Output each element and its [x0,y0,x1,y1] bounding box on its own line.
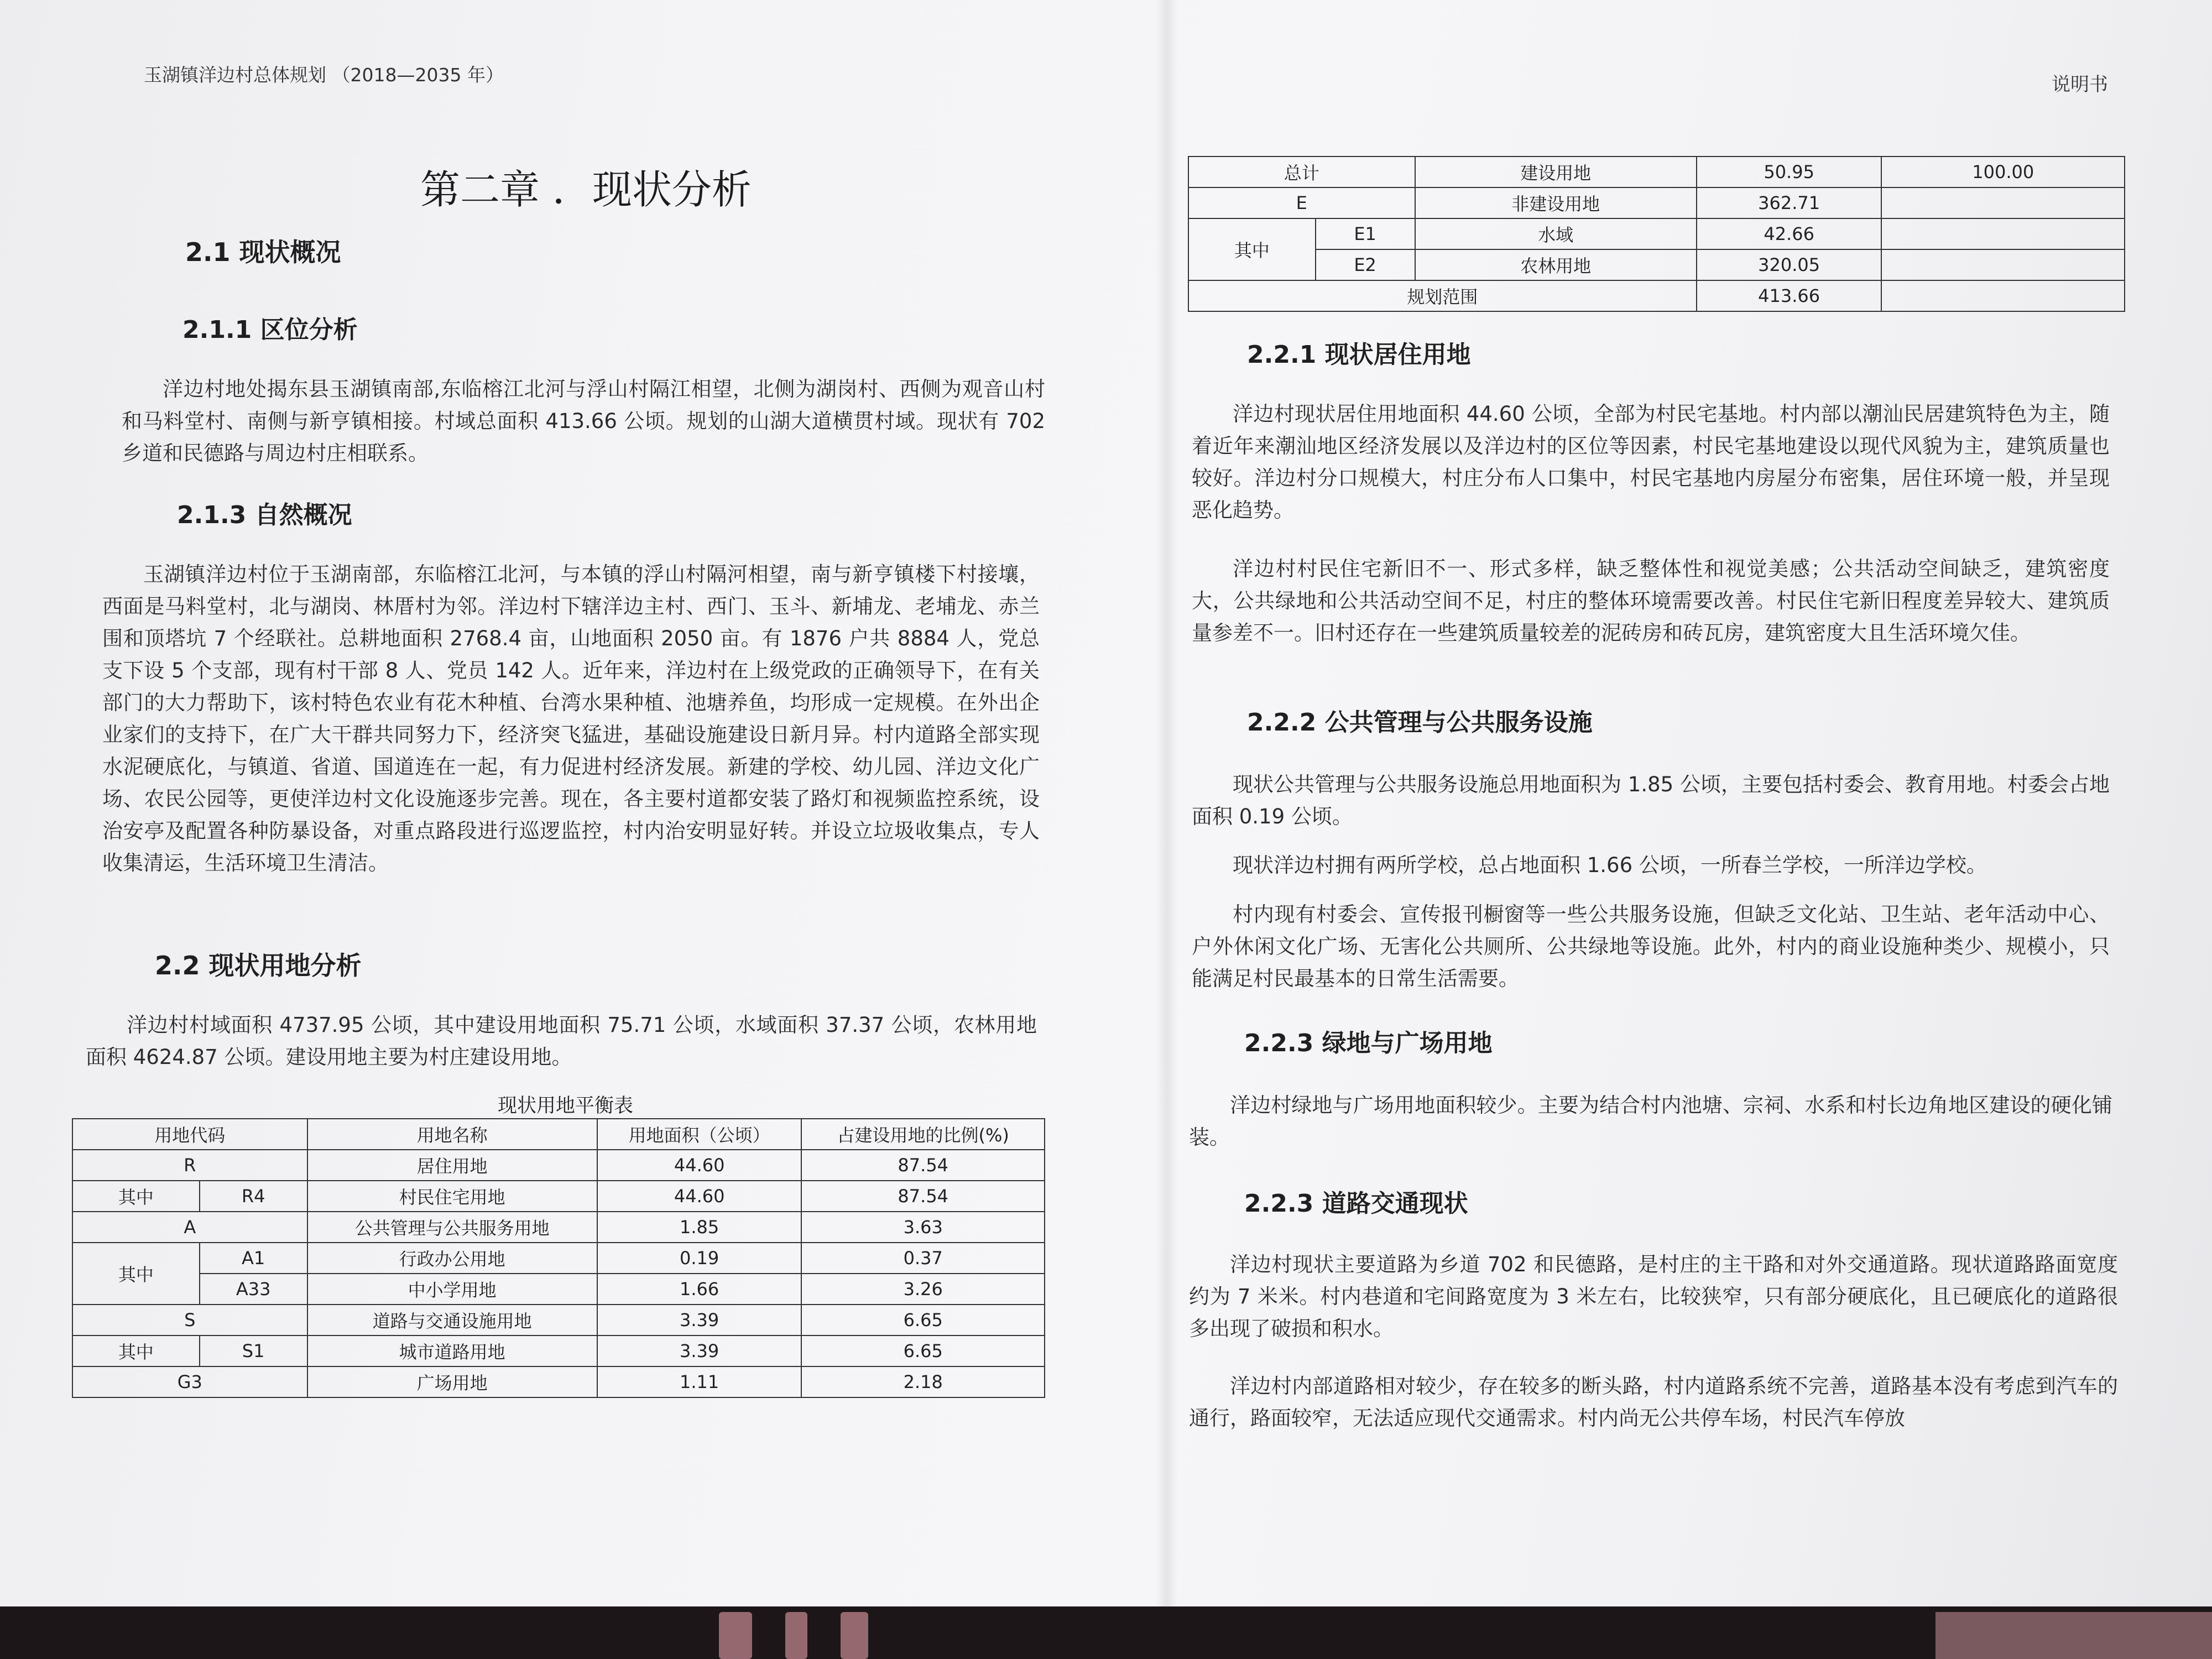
table-cell: 413.66 [1697,280,1882,311]
table-row [1188,156,2125,187]
table-cell: 87.54 [801,1150,1045,1181]
table-cell: 广场用地 [307,1366,597,1397]
table-caption: 现状用地平衡表 [498,1095,634,1117]
paragraph-road-1: 洋边村现状主要道路为乡道 702 和民德路，是村庄的主干路和对外交通道路。现状道路路面宽度约为 7 米米。村内巷道和宅间路宽度为 3 米左右，比较狭窄，只有部分硬底化，且已硬底化的道路很多出现了破损和积水。 [1189,1253,2118,1340]
paragraph-public-1: 现状公共管理与公共服务设施总用地面积为 1.85 公顷，主要包括村委会、教育用地。村委会占地面积 0.19 公顷。 [1192,773,2110,828]
table-cell: 44.60 [597,1181,802,1212]
page-fold [1156,0,1178,1615]
table-row [1188,218,2125,249]
background-pattern [719,1612,752,1659]
table-cell: 87.54 [801,1181,1045,1212]
running-header-title: 玉湖镇洋边村总体规划 （2018—2035 年） [144,64,504,86]
paragraph-land-use: 洋边村村域面积 4737.95 公顷，其中建设用地面积 75.71 公顷，水域面积 37.37 公顷，农林用地面积 4624.87 公顷。建设用地主要为村庄建设用地。 [86,1013,1037,1069]
section-heading-2-2: 2.2 现状用地分析 [155,951,362,980]
table-row [1188,280,2125,311]
section-heading-2-1-1: 2.1.1 区位分析 [182,316,358,344]
paragraph-residential-2: 洋边村村民住宅新旧不一、形式多样，缺乏整体性和视觉美感；公共活动空间缺乏，建筑密度大，公共绿地和公共活动空间不足，村庄的整体环境需要改善。村民住宅新旧程度差异较大、建筑质量参差不一。旧村还存在一些建筑质量较差的泥砖房和砖瓦房，建筑密度大且生活环境欠佳。 [1192,557,2110,645]
table-cell: 非建设用地 [1415,187,1697,218]
table-cell: 居住用地 [307,1150,597,1181]
table-header-cell: 占建设用地的比例(%) [801,1119,1045,1150]
running-header-doctype: 说明书 [2052,74,2108,96]
paragraph-natural: 玉湖镇洋边村位于玉湖南部，东临榕江北河，与本镇的浮山村隔河相望，南与新亨镇楼下村接壤，西面是马料堂村，北与湖岗、林厝村为邻。洋边村下辖洋边主村、西门、玉斗、新埔龙、老埔龙、赤兰围和顶塔坑 7 个经联社。总耕地面积 2768.4 亩，山地面积 2050 亩。有 1876 户共 8884 人，党总支下设 5 个支部，现有村干部 8 人、党员 142 人。近年来，洋边村在上级党政的正确领导下，在有关部门的大力帮助下，该村特色农业有花木种植、台湾水果种植、池塘养鱼，均形成一定规模。在外出企业家们的支持下，在广大干群共同努力下，经济突飞猛进，基础设施建设日新月异。村内道路全部实现水泥硬底化，与镇道、省道、国道连在一起，有力促进村经济发展。新建的学校、幼儿园、洋边文化广场、农民公园等，更使洋边村文化设施逐步完善。现在，各主要村道都安装了路灯和视频监控系统，设治安亭及配置各种防暴设备，对重点路段进行巡逻监控，村内治安明显好转。并设立垃圾收集点，专人收集清运，生活环境卫生清洁。 [102,562,1040,875]
table-cell: 农林用地 [1415,249,1697,280]
table-cell: 44.60 [597,1150,802,1181]
background-surface [0,1606,2212,1659]
table-cell: E [1188,187,1415,218]
background-pattern [785,1612,807,1659]
table-row [72,1181,1045,1212]
table-cell: 6.65 [801,1335,1045,1366]
table-cell: E1 [1316,218,1415,249]
table-cell: 村民住宅用地 [307,1181,597,1212]
table-cell: A33 [200,1274,307,1305]
paragraph-residential-1: 洋边村现状居住用地面积 44.60 公顷，全部为村民宅基地。村内部以潮汕民居建筑特色为主，随着近年来潮汕地区经济发展以及洋边村的区位等因素，村民宅基地建设以现代风貌为主，建筑质量也较好。洋边村分口规模大，村庄分布人口集中，村民宅基地内房屋分布密集，居住环境一般，并呈现恶化趋势。 [1192,402,2110,522]
table-cell: 水域 [1415,218,1697,249]
table-row [72,1150,1045,1181]
section-heading-2-1-3: 2.1.3 自然概况 [177,501,352,529]
table-cell: A1 [200,1243,307,1274]
table-cell [1881,218,2125,249]
table-cell [1881,249,2125,280]
table-cell: G3 [72,1366,307,1397]
table-cell: 50.95 [1697,156,1882,187]
table-cell: 6.65 [801,1305,1045,1335]
table-cell: R [72,1150,307,1181]
table-cell: 中小学用地 [307,1274,597,1305]
table-row [72,1305,1045,1335]
table-row [72,1212,1045,1243]
table-cell: 其中 [72,1335,200,1366]
table-cell: 1.11 [597,1366,802,1397]
table-cell: 0.19 [597,1243,802,1274]
land-balance-table [72,1118,1045,1398]
table-row [72,1243,1045,1274]
table-header-cell: 用地面积（公顷） [597,1119,802,1150]
table-cell: 320.05 [1697,249,1882,280]
table-cell: R4 [200,1181,307,1212]
table-cell: E2 [1316,249,1415,280]
table-cell [1881,187,2125,218]
table-row [1188,249,2125,280]
table-header-cell: 用地代码 [72,1119,307,1150]
background-pattern [1936,1612,2212,1659]
background-pattern [841,1612,868,1659]
table-cell: 其中 [72,1243,200,1305]
section-heading-2-2-3-green: 2.2.3 绿地与广场用地 [1244,1029,1493,1057]
table-header-cell: 用地名称 [307,1119,597,1150]
table-row [72,1274,1045,1305]
table-cell: 3.26 [801,1274,1045,1305]
table-cell: 1.85 [597,1212,802,1243]
table-cell: 2.18 [801,1366,1045,1397]
table-cell: 1.66 [597,1274,802,1305]
table-cell: 42.66 [1697,218,1882,249]
section-heading-2-2-1: 2.2.1 现状居住用地 [1247,341,1471,369]
table-cell: 规划范围 [1188,280,1697,311]
paragraph-location: 洋边村地处揭东县玉湖镇南部,东临榕江北河与浮山村隔江相望，北侧为湖岗村、西侧为观音山村和马料堂村、南侧与新亨镇相接。村域总面积 413.66 公顷。规划的山湖大道横贯村域。现状有 702 乡道和民德路与周边村庄相联系。 [122,377,1045,465]
table-cell: S1 [200,1335,307,1366]
table-cell: 道路与交通设施用地 [307,1305,597,1335]
paragraph-public-3: 村内现有村委会、宣传报刊橱窗等一些公共服务设施，但缺乏文化站、卫生站、老年活动中心、户外休闲文化广场、无害化公共厕所、公共绿地等设施。此外，村内的商业设施种类少、规模小，只能满足村民最基本的日常生活需要。 [1192,902,2110,990]
paragraph-public-2: 现状洋边村拥有两所学校，总占地面积 1.66 公顷，一所春兰学校，一所洋边学校。 [1233,853,1987,877]
table-header-row [72,1119,1045,1150]
table-cell: 建设用地 [1415,156,1697,187]
table-cell: 100.00 [1881,156,2125,187]
table-cell: 3.39 [597,1335,802,1366]
table-row [72,1366,1045,1397]
paragraph-green: 洋边村绿地与广场用地面积较少。主要为结合村内池塘、宗祠、水系和村长边角地区建设的硬化铺装。 [1189,1093,2112,1149]
section-heading-2-2-2: 2.2.2 公共管理与公共服务设施 [1247,708,1593,737]
section-heading-2-2-3-road: 2.2.3 道路交通现状 [1244,1190,1468,1218]
section-heading-2-1: 2.1 现状概况 [185,237,341,267]
table-cell: S [72,1305,307,1335]
table-cell: A [72,1212,307,1243]
chapter-title: 第二章 ．现状分析 [420,166,752,213]
table-cell: 公共管理与公共服务用地 [307,1212,597,1243]
table-cell: 3.39 [597,1305,802,1335]
paragraph-road-2: 洋边村内部道路相对较少，存在较多的断头路，村内道路系统不完善，道路基本没有考虑到汽车的通行，路面较窄，无法适应现代交通需求。村内尚无公共停车场，村民汽车停放 [1189,1374,2118,1430]
table-cell: 总计 [1188,156,1415,187]
table-cell: 其中 [72,1181,200,1212]
table-cell: 城市道路用地 [307,1335,597,1366]
table-cell: 0.37 [801,1243,1045,1274]
land-balance-table-continued [1188,156,2125,312]
table-cell: 362.71 [1697,187,1882,218]
table-cell: 3.63 [801,1212,1045,1243]
table-row [1188,187,2125,218]
table-cell: 行政办公用地 [307,1243,597,1274]
table-cell [1881,280,2125,311]
table-cell: 其中 [1188,218,1316,280]
table-row [72,1335,1045,1366]
